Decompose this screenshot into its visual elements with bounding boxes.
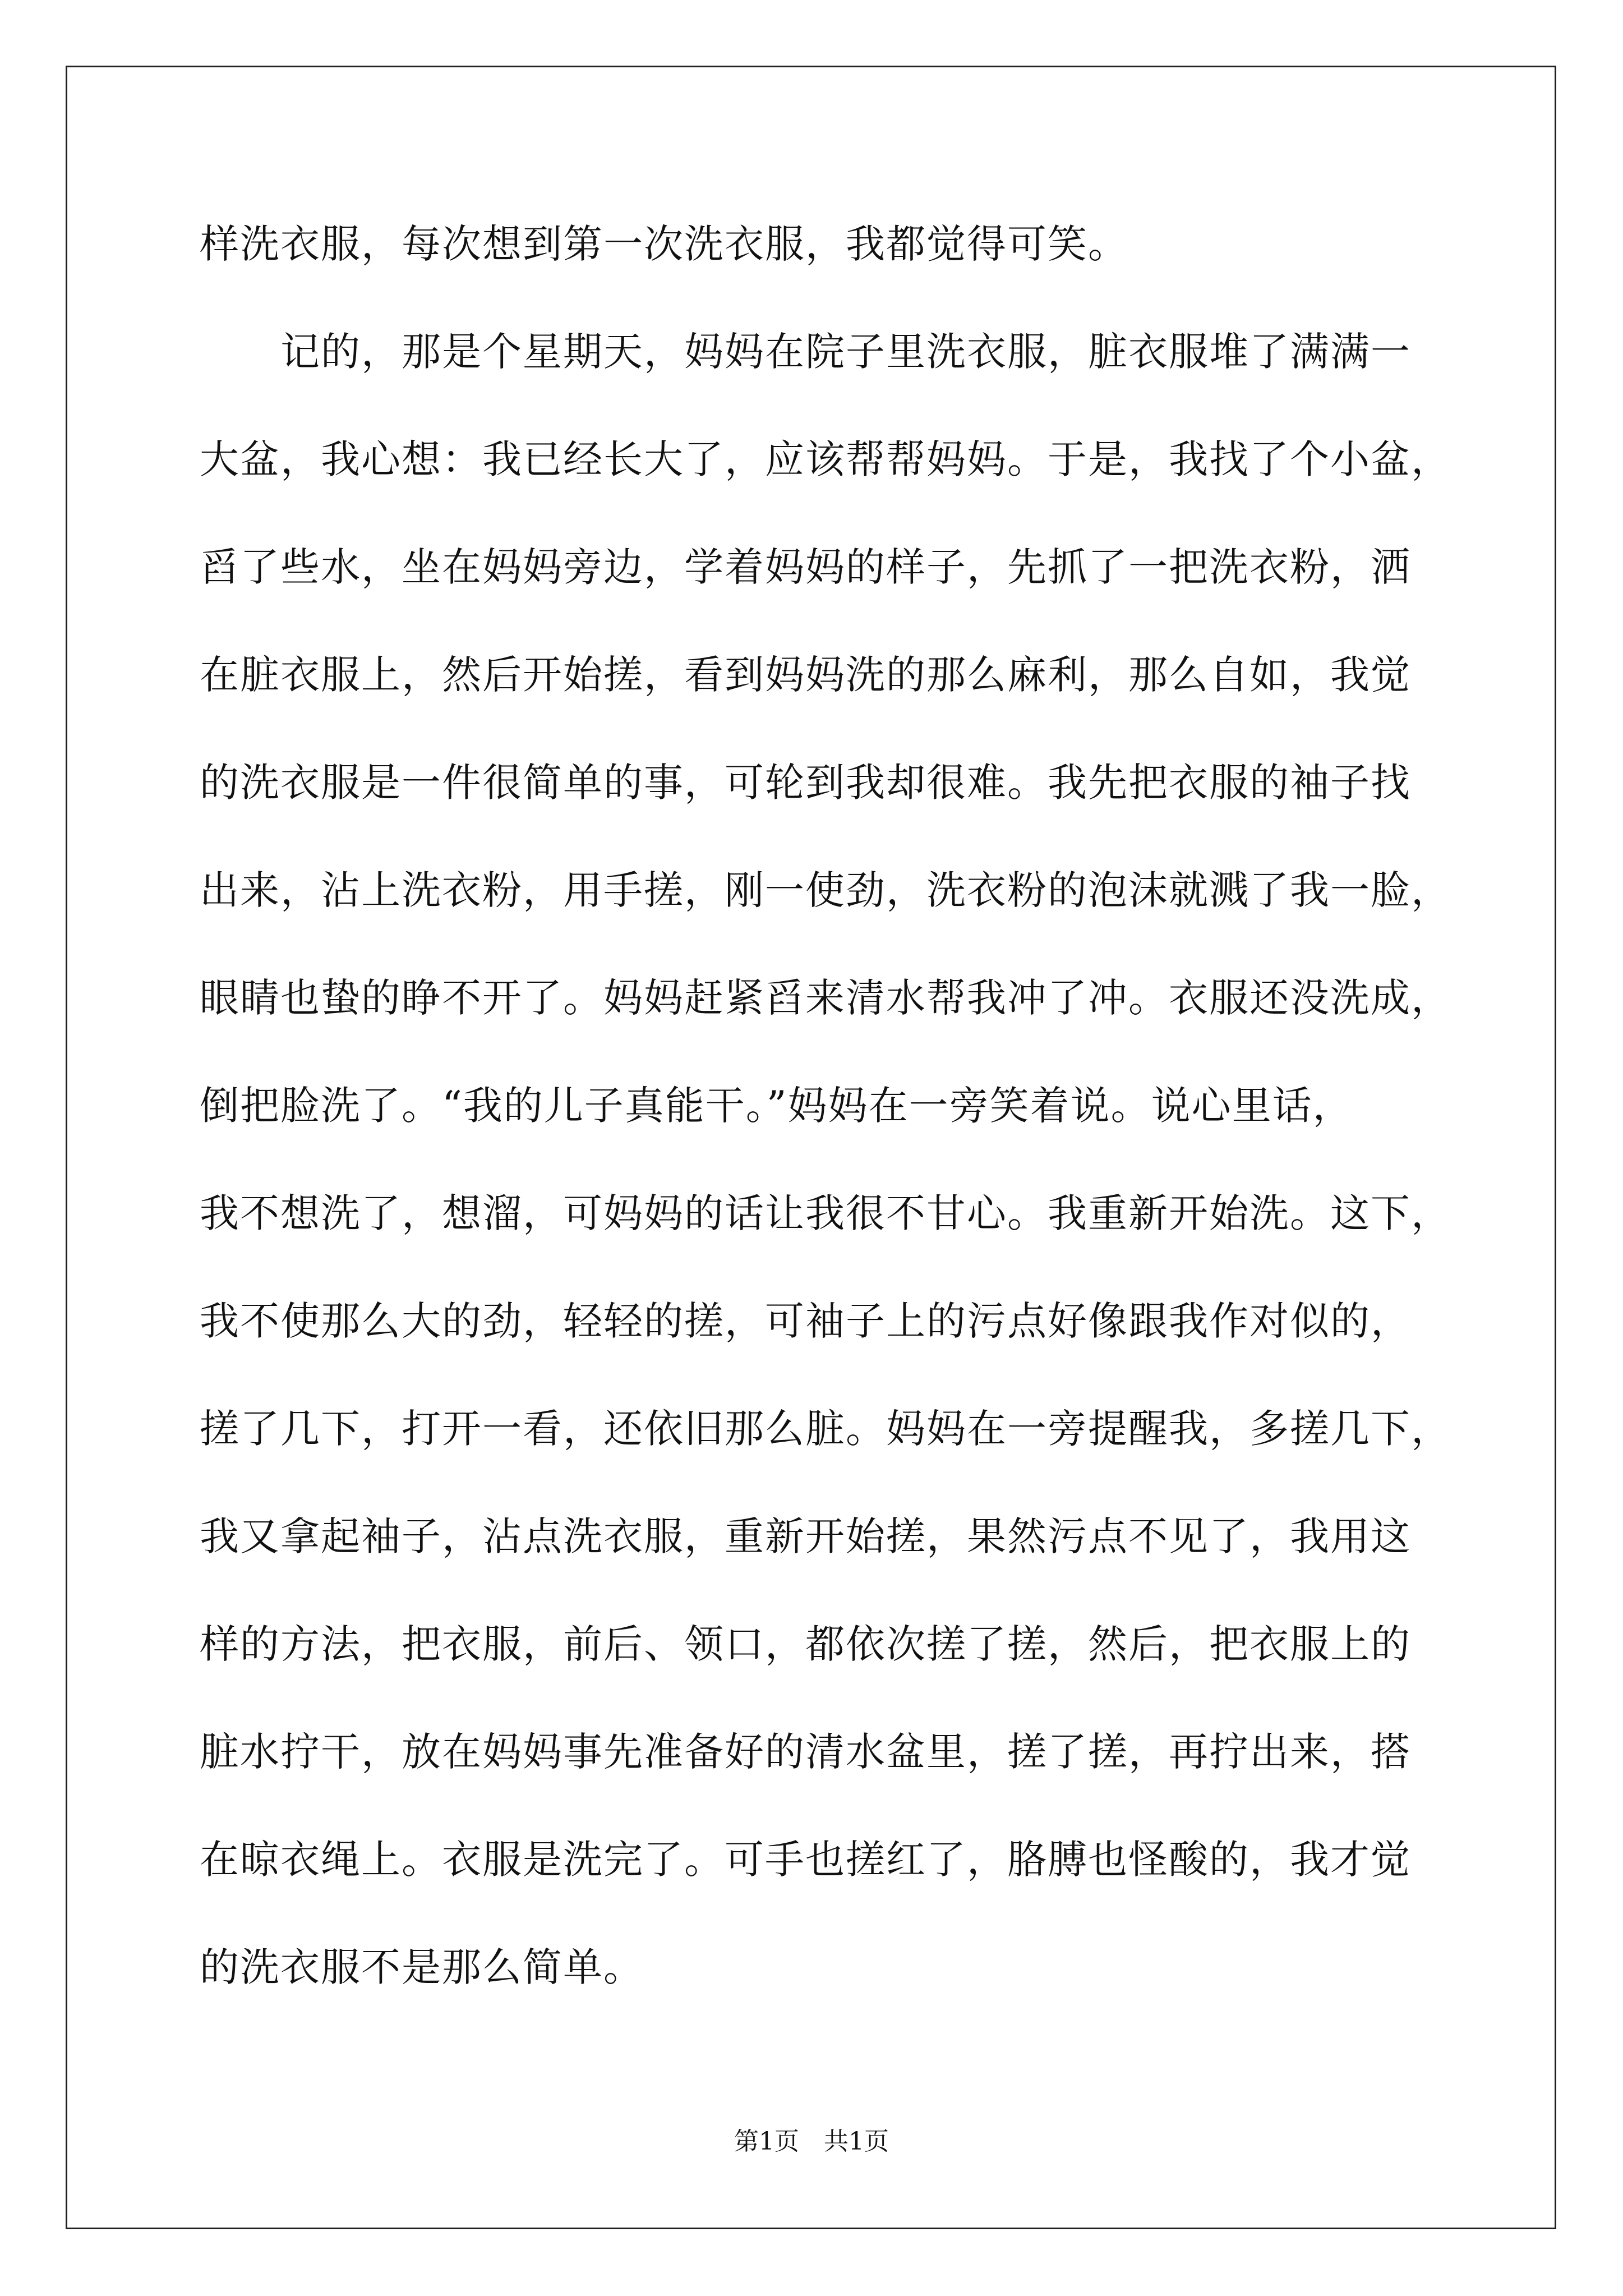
- text-line: 倒把脸洗了。“我的儿子真能干。”妈妈在一旁笑着说。说心里话，: [200, 1083, 1353, 1129]
- page-number-footer: 第1页 共1页: [734, 2127, 889, 2156]
- text-line: 记的，那是个星期天，妈妈在院子里洗衣服，脏衣服堆了满满一: [200, 329, 1411, 375]
- text-line: 样的方法，把衣服，前后、领口，都依次搓了搓，然后，把衣服上的: [200, 1621, 1411, 1667]
- text-line: 搓了几下，打开一看，还依旧那么脏。妈妈在一旁提醒我，多搓几下，: [200, 1406, 1451, 1452]
- text-line: 的洗衣服不是那么简单。: [200, 1944, 644, 1990]
- text-line: 的洗衣服是一件很简单的事，可轮到我却很难。我先把衣服的袖子找: [200, 760, 1411, 806]
- text-line: 出来，沾上洗衣粉，用手搓，刚一使劲，洗衣粉的泡沫就溅了我一脸，: [200, 867, 1451, 913]
- text-line: 我不想洗了，想溜，可妈妈的话让我很不甘心。我重新开始洗。这下，: [200, 1190, 1451, 1236]
- text-line: 我又拿起袖子，沾点洗衣服，重新开始搓，果然污点不见了，我用这: [200, 1513, 1411, 1559]
- text-line: 在脏衣服上，然后开始搓，看到妈妈洗的那么麻利，那么自如，我觉: [200, 652, 1411, 698]
- text-line: 我不使那么大的劲，轻轻的搓，可袖子上的污点好像跟我作对似的，: [200, 1298, 1411, 1344]
- document-body: [200, 216, 1461, 2047]
- text-line: 样洗衣服，每次想到第一次洗衣服，我都觉得可笑。: [200, 221, 1128, 267]
- text-line: 舀了些水，坐在妈妈旁边，学着妈妈的样子，先抓了一把洗衣粉，洒: [200, 544, 1411, 590]
- text-line: 脏水拧干，放在妈妈事先准备好的清水盆里，搓了搓，再拧出来，搭: [200, 1729, 1411, 1775]
- text-line: 眼睛也蛰的睁不开了。妈妈赶紧舀来清水帮我冲了冲。衣服还没洗成，: [200, 975, 1451, 1021]
- text-line: 在晾衣绳上。衣服是洗完了。可手也搓红了，胳膊也怪酸的，我才觉: [200, 1837, 1411, 1883]
- text-line: 大盆，我心想：我已经长大了，应该帮帮妈妈。于是，我找了个小盆，: [200, 436, 1451, 482]
